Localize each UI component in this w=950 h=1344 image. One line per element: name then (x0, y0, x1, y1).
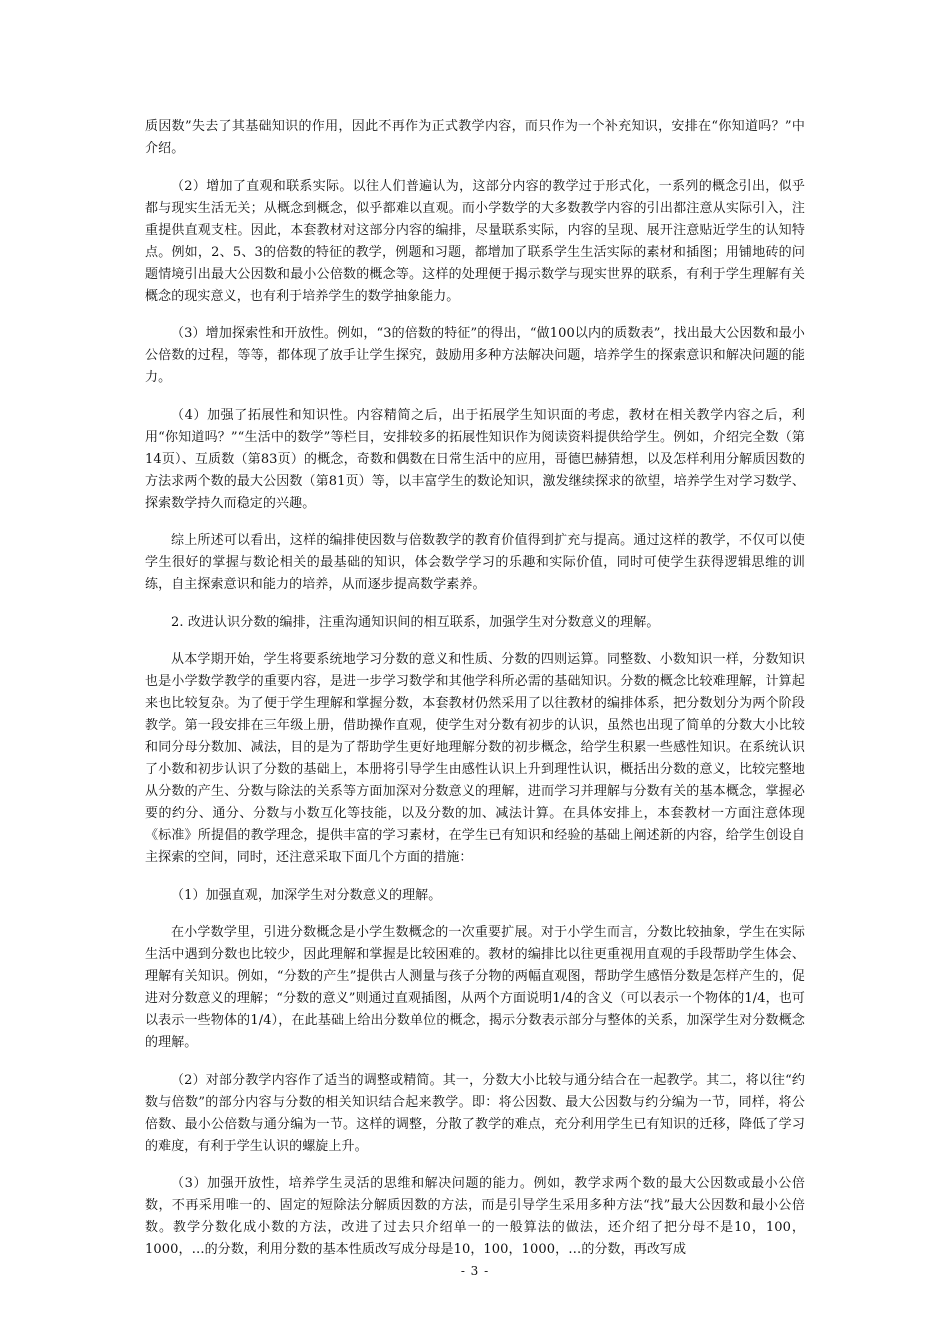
document-body (145, 116, 805, 1277)
paragraph-intuition: （2）增加了直观和联系实际。以往人们普遍认为，这部分内容的教学过于形式化，一系列的概念引出，似乎都与现实生活无关；从概念到概念，似乎都难以直观。而小学数学的大多数教学内容的引出都注意从实际引入，注重提供直观支柱。因此，本套教材对这部分内容的编排，尽量联系实际，内容的呈现、展开注意贴近学生的认知特点。例如，2、5、3的倍数的特征的教学，例题和习题，都增加了联系学生生活实际的素材和插图；用铺地砖的问题情境引出最大公因数和最小公倍数的概念等。这样的处理便于揭示数学与现实世界的联系，有利于学生理解有关概念的现实意义，也有利于培养学生的数学抽象能力。 (145, 178, 805, 304)
paragraph-extension: （4）加强了拓展性和知识性。内容精简之后，出于拓展学生知识面的考虑，教材在相关教学内容之后，利用“你知道吗？”“生活中的数学”等栏目，安排较多的拓展性知识作为阅读资料提供给学生。例如，介绍完全数（第14页）、互质数（第83页）的概念，奇数和偶数在日常生活中的应用，哥德巴赫猜想，以及怎样利用分解质因数的方法求两个数的最大公因数（第81页）等，以丰富学生的数论知识，激发继续探求的欲望，培养学生对学习数学、探索数学持久而稳定的兴趣。 (145, 407, 805, 511)
paragraph-adjustment: （2）对部分教学内容作了适当的调整或精简。其一，分数大小比较与通分结合在一起教学。其二，将以往“约数与倍数”的部分内容与分数的相关知识结合起来教学。即：将公因数、最大公因数与约分编为一节，同样，将公倍数、最小公倍数与通分编为一节。这样的调整，分散了教学的难点，充分利用学生已有知识的迁移，降低了学习的难度，有利于学生认识的螺旋上升。 (145, 1072, 805, 1154)
paragraph-summary: 综上所述可以看出，这样的编排使因数与倍数教学的教育价值得到扩充与提高。通过这样的教学，不仅可以使学生很好的掌握与数论相关的最基础的知识，体会数学学习的乐趣和实际价值，同时可使学生获得逻辑思维的训练，自主探索意识和能力的培养，从而逐步提高数学素养。 (145, 533, 805, 592)
page-number: - 3 - (460, 1264, 490, 1278)
paragraph-continuation: 质因数”失去了其基础知识的作用，因此不再作为正式教学内容，而只作为一个补充知识，安排在“你知道吗？”中介绍。 (145, 119, 805, 156)
paragraph-exploration: （3）增加探索性和开放性。例如，“3的倍数的特征”的得出，“做100以内的质数表”，找出最大公因数和最小公倍数的过程，等等，都体现了放手让学生探究，鼓励用多种方法解决问题，培养学生的探索意识和解决问题的能力。 (145, 326, 805, 385)
section-heading-fractions: 2. 改进认识分数的编排，注重沟通知识间的相互联系，加强学生对分数意义的理解。 (171, 614, 660, 630)
paragraph-visual: 在小学数学里，引进分数概念是小学生数概念的一次重要扩展。对于小学生而言，分数比较抽象，学生在实际生活中遇到分数也比较少，因此理解和掌握是比较困难的。教材的编排比以往更重视用直观的手段帮助学生体会、理解有关知识。例如，“分数的产生”提供古人测量与孩子分物的两幅直观图，帮助学生感悟分数是怎样产生的，促进对分数意义的理解；“分数的意义”则通过直观插图，从两个方面说明1/4的含义（可以表示一个物体的1/4，也可以表示一些物体的1/4），在此基础上给出分数单位的概念，揭示分数表示部分与整体的关系，加深学生对分数概念的理解。 (145, 925, 805, 1050)
subheading-visual: （1）加强直观，加深学生对分数意义的理解。 (171, 887, 442, 903)
paragraph-fractions-intro: 从本学期开始，学生将要系统地学习分数的意义和性质、分数的四则运算。同整数、小数知识一样，分数知识也是小学数学教学的重要内容，是进一步学习数学和其他学科所必需的基础知识。分数的概念比较难理解，计算起来也比较复杂。为了便于学生理解和掌握分数，本套教材仍然采用了以往教材的编排体系，把分数划分为两个阶段教学。第一段安排在三年级上册，借助操作直观，使学生对分数有初步的认识，虽然也出现了简单的分数大小比较和同分母分数加、减法，目的是为了帮助学生更好地理解分数的初步概念，给学生积累一些感性知识。在系统认识了小数和初步认识了分数的基础上，本册将引导学生由感性认识上升到理性认识，概括出分数的意义，比较完整地从分数的产生、分数与除法的关系等方面加深对分数意义的理解，进而学习并理解与分数有关的基本概念，掌握必要的约分、通分、分数与小数互化等技能，以及分数的加、减法计算。在具体安排上，本套教材一方面注意体现《标准》所提倡的教学理念，提供丰富的学习素材，在学生已有知识和经验的基础上阐述新的内容，给学生创设自主探索的空间，同时，还注意采取下面几个方面的措施： (145, 652, 805, 865)
paragraph-openness: （3）加强开放性，培养学生灵活的思维和解决问题的能力。例如，教学求两个数的最大公因数或最小公倍数，不再采用唯一的、固定的短除法分解质因数的方法，而是引导学生采用多种方法“找”最大公因数和最小公倍数。教学分数化成小数的方法，改进了过去只介绍单一的一般算法的做法，还介绍了把分母不是10，100，1000，…的分数，利用分数的基本性质改写成分母是10，100，1000，…的分数，再改写成 (145, 1176, 805, 1257)
